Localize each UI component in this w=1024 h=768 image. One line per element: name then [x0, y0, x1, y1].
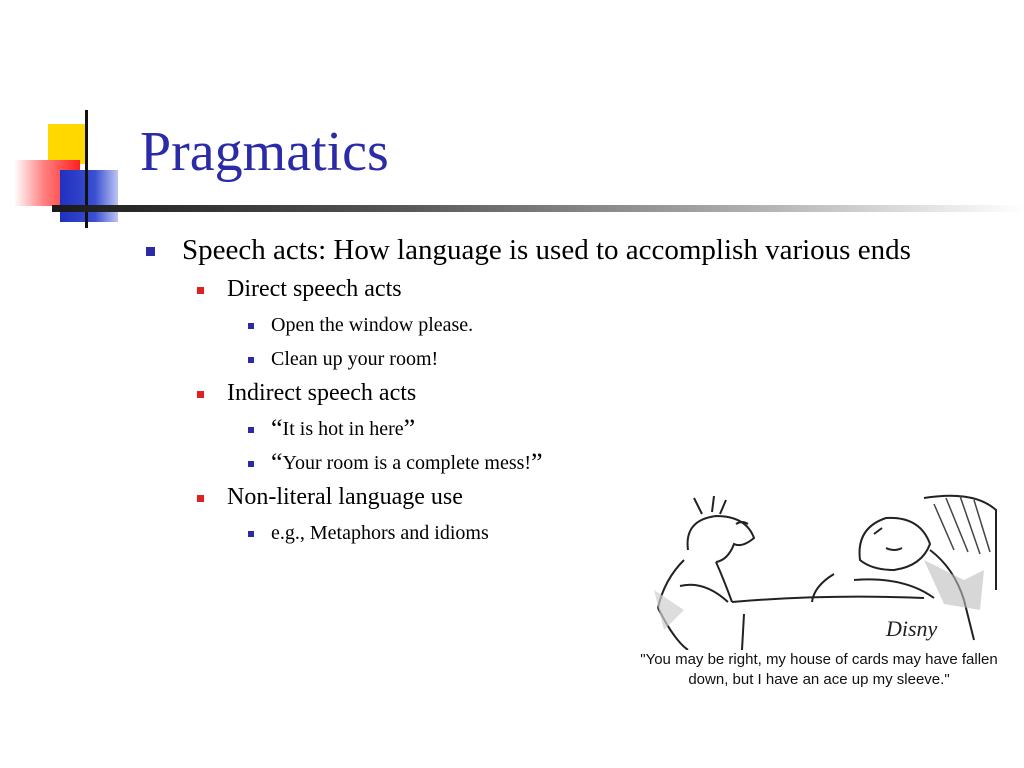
bullet-text: Speech acts: How language is used to accomplish various ends: [182, 234, 911, 266]
square-bullet-icon: [248, 427, 254, 433]
bullet-text: Non-literal language use: [227, 484, 463, 510]
open-quote: “: [271, 448, 283, 477]
bullet-direct-example-2: [140, 346, 1000, 372]
bullet-indirect-example-2: [140, 450, 1000, 476]
cartoon-caption: [624, 650, 1014, 690]
bullet-indirect-example-1: [140, 416, 1000, 442]
square-bullet-icon: [197, 287, 204, 294]
yellow-square: [48, 124, 86, 164]
bullet-text: Your room is a complete mess!: [282, 452, 532, 474]
bullet-text: Clean up your room!: [271, 348, 439, 370]
close-quote: ”: [403, 414, 416, 443]
square-bullet-icon: [248, 531, 254, 537]
title-underline: [52, 205, 1024, 212]
bullet-direct-speech-acts: [140, 274, 1000, 304]
bullet-text: Direct speech acts: [227, 276, 402, 302]
square-bullet-icon: [146, 247, 155, 256]
cartoon-image: [624, 490, 1014, 700]
bullet-text: Open the window please.: [271, 314, 474, 336]
bullet-text: Indirect speech acts: [227, 380, 417, 406]
square-bullet-icon: [197, 495, 204, 502]
bullet-text: It is hot in here: [282, 418, 404, 440]
cartoon-signature: Disny: [886, 616, 938, 641]
bullet-indirect-speech-acts: [140, 378, 1000, 408]
bullet-text: e.g., Metaphors and idioms: [271, 522, 489, 544]
blue-square: [60, 170, 118, 222]
square-bullet-icon: [248, 323, 254, 329]
bullet-speech-acts: [140, 232, 1000, 268]
caption-line-1: "You may be right, my house of cards may have fallen: [640, 651, 998, 668]
square-bullet-icon: [197, 391, 204, 398]
cartoon-drawing: [624, 490, 1014, 650]
bullet-direct-example-1: [140, 312, 1000, 338]
square-bullet-icon: [248, 357, 254, 363]
open-quote: “: [271, 414, 283, 443]
slide-title: Pragmatics: [140, 121, 389, 183]
square-bullet-icon: [248, 461, 254, 467]
close-quote: ”: [531, 448, 543, 477]
caption-line-2: down, but I have an ace up my sleeve.": [688, 671, 950, 688]
